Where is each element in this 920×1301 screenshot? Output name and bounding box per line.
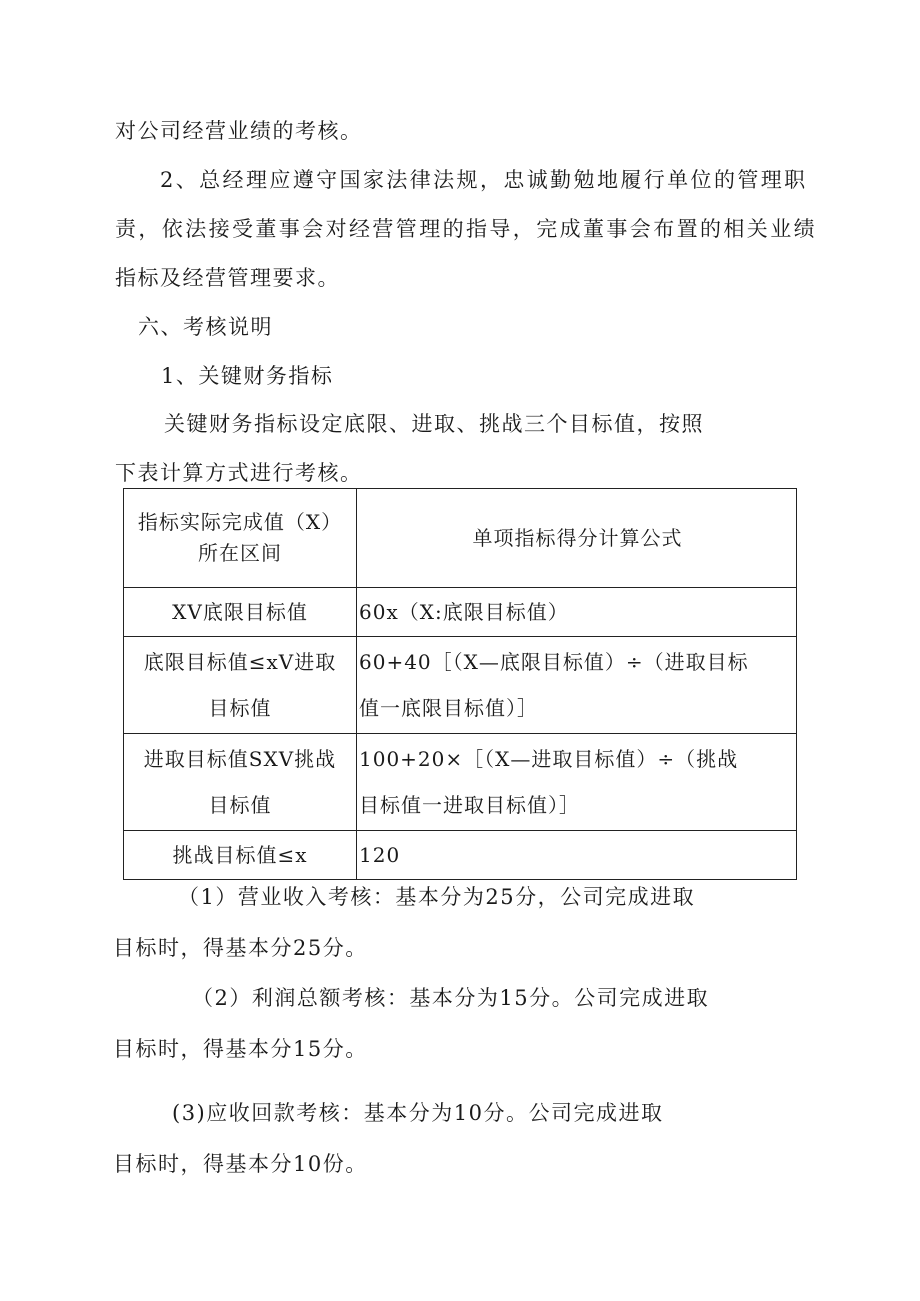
paragraph-line: 目标时，得基本分25分。 (113, 936, 368, 960)
table-cell-range (124, 637, 357, 734)
paragraph-line: 责，依法接受董事会对经营管理的指导，完成董事会布置的相关业绩 (115, 217, 817, 241)
table-cell-formula (357, 588, 797, 637)
table-row (124, 831, 797, 880)
paragraph-line: 指标及经营管理要求。 (115, 266, 340, 290)
header-text: 指标实际完成值（X） (137, 510, 343, 534)
paragraph-line: (3)应收回款考核：基本分为10分。公司完成进取 (172, 1101, 664, 1125)
paragraph-line: 2、总经理应遵守国家法律法规，忠诚勤勉地履行单位的管理职 (160, 168, 808, 192)
table-row (124, 734, 797, 831)
table-header-cell (124, 489, 357, 588)
table-cell-range (124, 831, 357, 880)
cell-text: 目标值 (208, 696, 272, 720)
paragraph-line: 下表计算方式进行考核。 (115, 461, 363, 485)
cell-text: 60x（X:底限目标值） (359, 600, 569, 624)
cell-text: 目标值一进取目标值）］ (359, 793, 580, 817)
table-header-row (124, 489, 797, 588)
header-text: 所在区间 (198, 541, 282, 565)
cell-text: 挑战目标值≤x (172, 843, 308, 867)
paragraph-line: 目标时，得基本分10份。 (113, 1152, 368, 1176)
cell-text: XV底限目标值 (172, 600, 308, 624)
table-cell-formula (357, 637, 797, 734)
cell-text: 120 (359, 843, 401, 867)
paragraph-line: （2）利润总额考核：基本分为15分。公司完成进取 (192, 986, 710, 1010)
table-row (124, 637, 797, 734)
paragraph-line: 对公司经营业绩的考核。 (115, 119, 363, 143)
table-cell-formula (357, 734, 797, 831)
table-header-cell (357, 489, 797, 588)
subsection-heading: 1、关键财务指标 (161, 364, 334, 388)
table-cell-range (124, 734, 357, 831)
cell-text: 值一底限目标值）］ (359, 696, 538, 720)
header-text: 单项指标得分计算公式 (472, 526, 683, 550)
cell-text: 进取目标值SXV挑战 (143, 747, 337, 771)
paragraph-line: （1）营业收入考核：基本分为25分，公司完成进取 (178, 885, 696, 909)
cell-text: 60+40［（X—底限目标值）÷（进取目标 (359, 650, 749, 674)
section-heading: 六、考核说明 (138, 315, 273, 339)
table-row (124, 588, 797, 637)
cell-text: 100+20×［（X—进取目标值）÷（挑战 (359, 747, 739, 771)
paragraph-line: 关键财务指标设定底限、进取、挑战三个目标值，按照 (164, 412, 704, 436)
scoring-table (123, 488, 797, 880)
table-cell-range (124, 588, 357, 637)
cell-text: 底限目标值≤xV进取 (143, 650, 337, 674)
table-cell-formula (357, 831, 797, 880)
cell-text: 目标值 (208, 793, 272, 817)
paragraph-line: 目标时，得基本分15分。 (113, 1037, 368, 1061)
